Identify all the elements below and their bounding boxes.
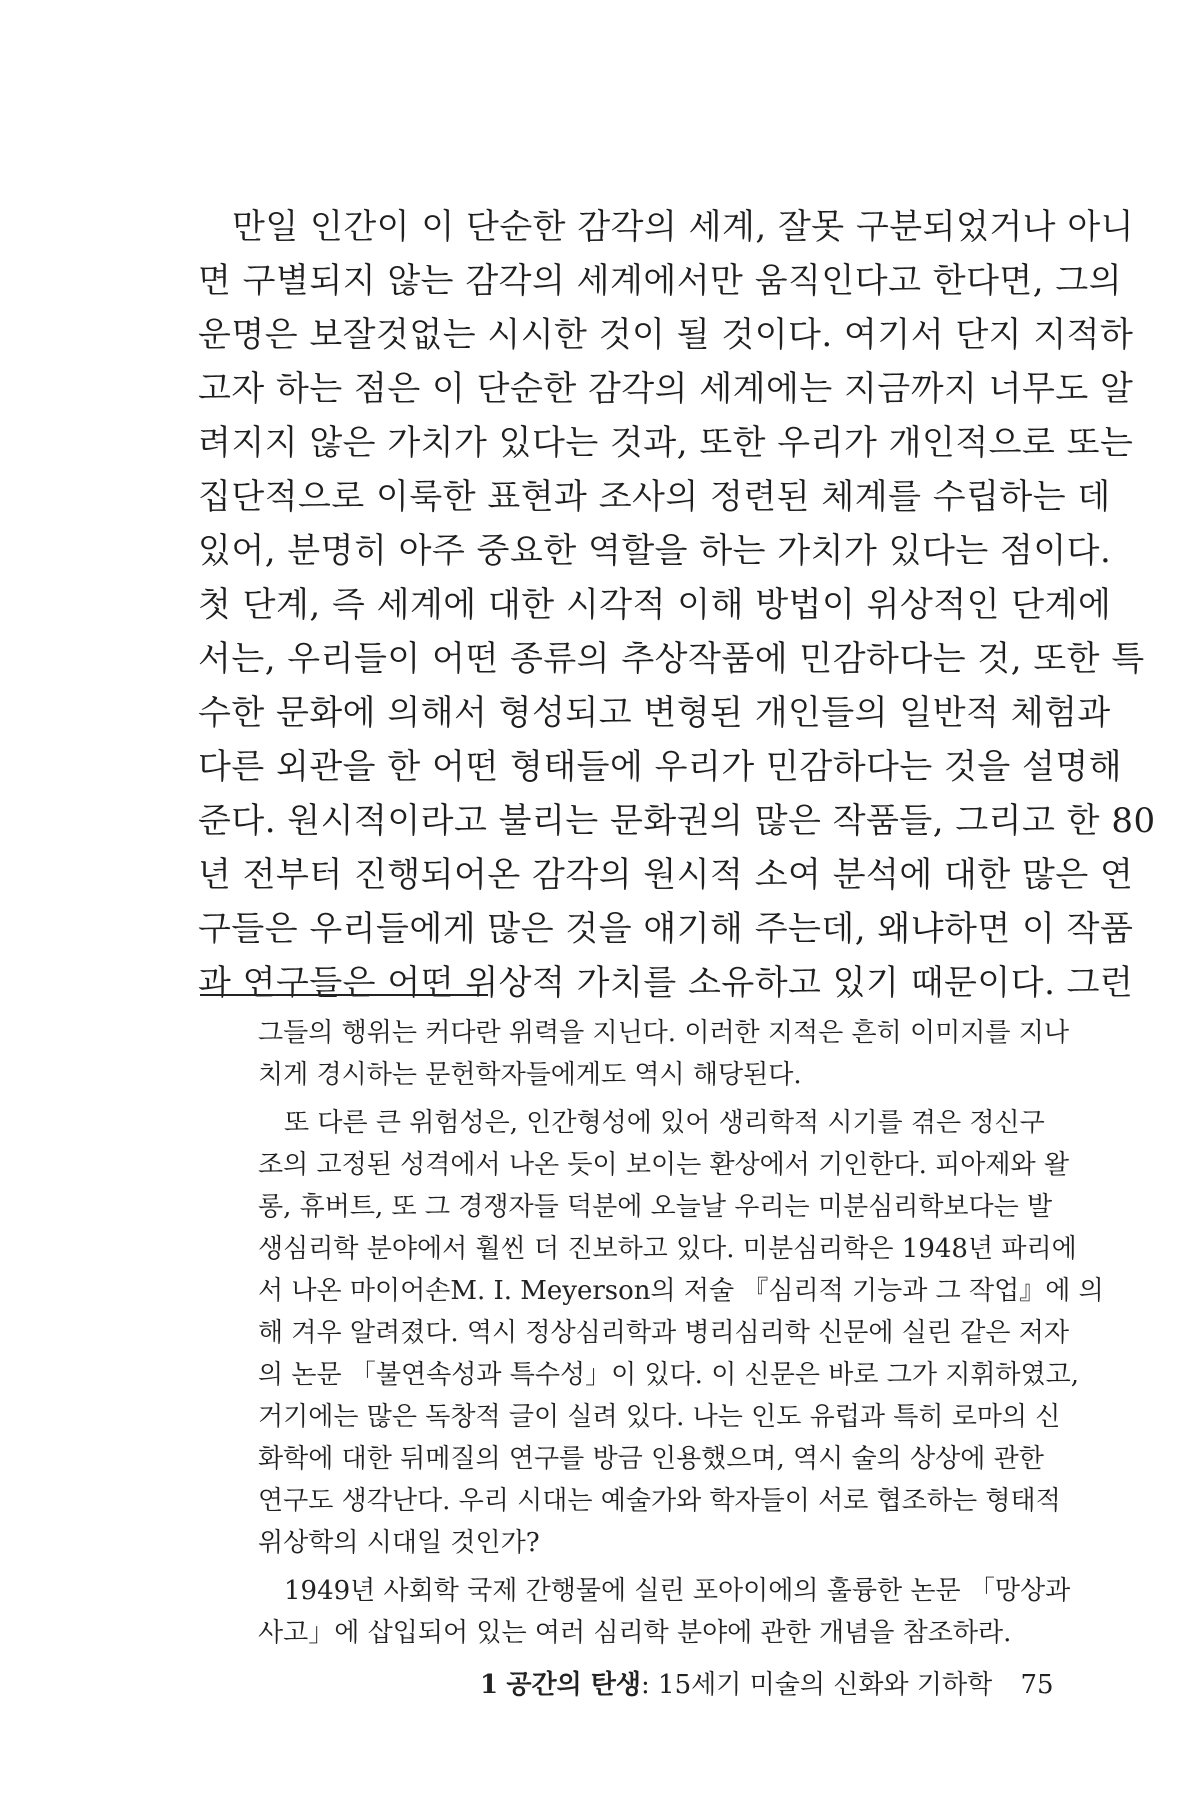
footnote-line: 롱, 휴버트, 또 그 경쟁자들 덕분에 오늘날 우리는 미분심리학보다는 발 xyxy=(258,1192,1053,1222)
chapter-title: 공간의 탄생 xyxy=(506,1670,641,1700)
footnote-line: 서 나온 마이어손M. I. Meyerson의 저술 『심리적 기능과 그 작업』에 의 xyxy=(258,1276,1104,1306)
body-line: 구들은 우리들에게 많은 것을 얘기해 주는데, 왜냐하면 이 작품 xyxy=(198,909,1134,949)
chapter-subtitle: : 15세기 미술의 신화와 기하학 xyxy=(641,1670,993,1700)
body-line: 준다. 원시적이라고 불리는 문화권의 많은 작품들, 그리고 한 80 xyxy=(198,801,1156,841)
body-line: 운명은 보잘것없는 시시한 것이 될 것이다. 여기서 단지 지적하 xyxy=(198,315,1134,355)
body-text xyxy=(198,200,1156,1010)
footnote-line: 1949년 사회학 국제 간행물에 실린 포아이에의 훌륭한 논문 「망상과 xyxy=(284,1576,1071,1606)
body-line: 만일 인간이 이 단순한 감각의 세계, 잘못 구분되었거나 아니 xyxy=(232,207,1135,247)
body-line: 과 연구들은 어떤 위상적 가치를 소유하고 있기 때문이다. 그런 xyxy=(198,963,1134,1003)
footnote-line: 화학에 대한 뒤메질의 연구를 방금 인용했으며, 역시 술의 상상에 관한 xyxy=(258,1444,1044,1474)
footnote-paragraph xyxy=(258,1102,1104,1564)
footnote-line: 사고」에 삽입되어 있는 여러 심리학 분야에 관한 개념을 참조하라. xyxy=(258,1618,1012,1648)
footnote-divider xyxy=(200,994,488,996)
body-line: 있어, 분명히 아주 중요한 역할을 하는 가치가 있다는 점이다. xyxy=(198,531,1112,571)
footnote-line: 조의 고정된 성격에서 나온 듯이 보이는 환상에서 기인한다. 피아제와 왈 xyxy=(258,1150,1070,1180)
body-line: 첫 단계, 즉 세계에 대한 시각적 이해 방법이 위상적인 단계에 xyxy=(198,585,1112,625)
body-line: 수한 문화에 의해서 형성되고 변형된 개인들의 일반적 체험과 xyxy=(198,693,1111,733)
footnote-paragraph xyxy=(258,1012,1070,1096)
chapter-number: 1 xyxy=(480,1670,499,1700)
footnote-line: 의 논문 「불연속성과 특수성」이 있다. 이 신문은 바로 그가 지휘하였고, xyxy=(258,1360,1080,1390)
footnote-line: 연구도 생각난다. 우리 시대는 예술가와 학자들이 서로 협조하는 형태적 xyxy=(258,1486,1061,1516)
body-line: 면 구별되지 않는 감각의 세계에서만 움직인다고 한다면, 그의 xyxy=(198,261,1123,301)
footnote-line: 치게 경시하는 문헌학자들에게도 역시 해당된다. xyxy=(258,1060,802,1090)
body-line: 서는, 우리들이 어떤 종류의 추상작품에 민감하다는 것, 또한 특 xyxy=(198,639,1145,679)
body-line: 려지지 않은 가치가 있다는 것과, 또한 우리가 개인적으로 또는 xyxy=(198,423,1134,463)
footnote-line: 위상학의 시대일 것인가? xyxy=(258,1528,540,1558)
footnote-line: 해 겨우 알려졌다. 역시 정상심리학과 병리심리학 신문에 실린 같은 저자 xyxy=(258,1318,1070,1348)
page-number: 75 xyxy=(1020,1670,1054,1700)
footnote-line: 그들의 행위는 커다란 위력을 지닌다. 이러한 지적은 흔히 이미지를 지나 xyxy=(258,1018,1070,1048)
running-footer xyxy=(480,1668,1054,1702)
body-line: 고자 하는 점은 이 단순한 감각의 세계에는 지금까지 너무도 알 xyxy=(198,369,1134,409)
body-line: 집단적으로 이룩한 표현과 조사의 정련된 체계를 수립하는 데 xyxy=(198,477,1111,517)
footnotes xyxy=(258,1012,1104,1654)
footnote-line: 또 다른 큰 위험성은, 인간형성에 있어 생리학적 시기를 겪은 정신구 xyxy=(284,1108,1045,1138)
footnote-line: 생심리학 분야에서 훨씬 더 진보하고 있다. 미분심리학은 1948년 파리에 xyxy=(258,1234,1077,1264)
footnote-paragraph xyxy=(258,1570,1071,1654)
body-line: 다른 외관을 한 어떤 형태들에 우리가 민감하다는 것을 설명해 xyxy=(198,747,1123,787)
footnote-line: 거기에는 많은 독창적 글이 실려 있다. 나는 인도 유럽과 특히 로마의 신 xyxy=(258,1402,1061,1432)
body-line: 년 전부터 진행되어온 감각의 원시적 소여 분석에 대한 많은 연 xyxy=(198,855,1134,895)
